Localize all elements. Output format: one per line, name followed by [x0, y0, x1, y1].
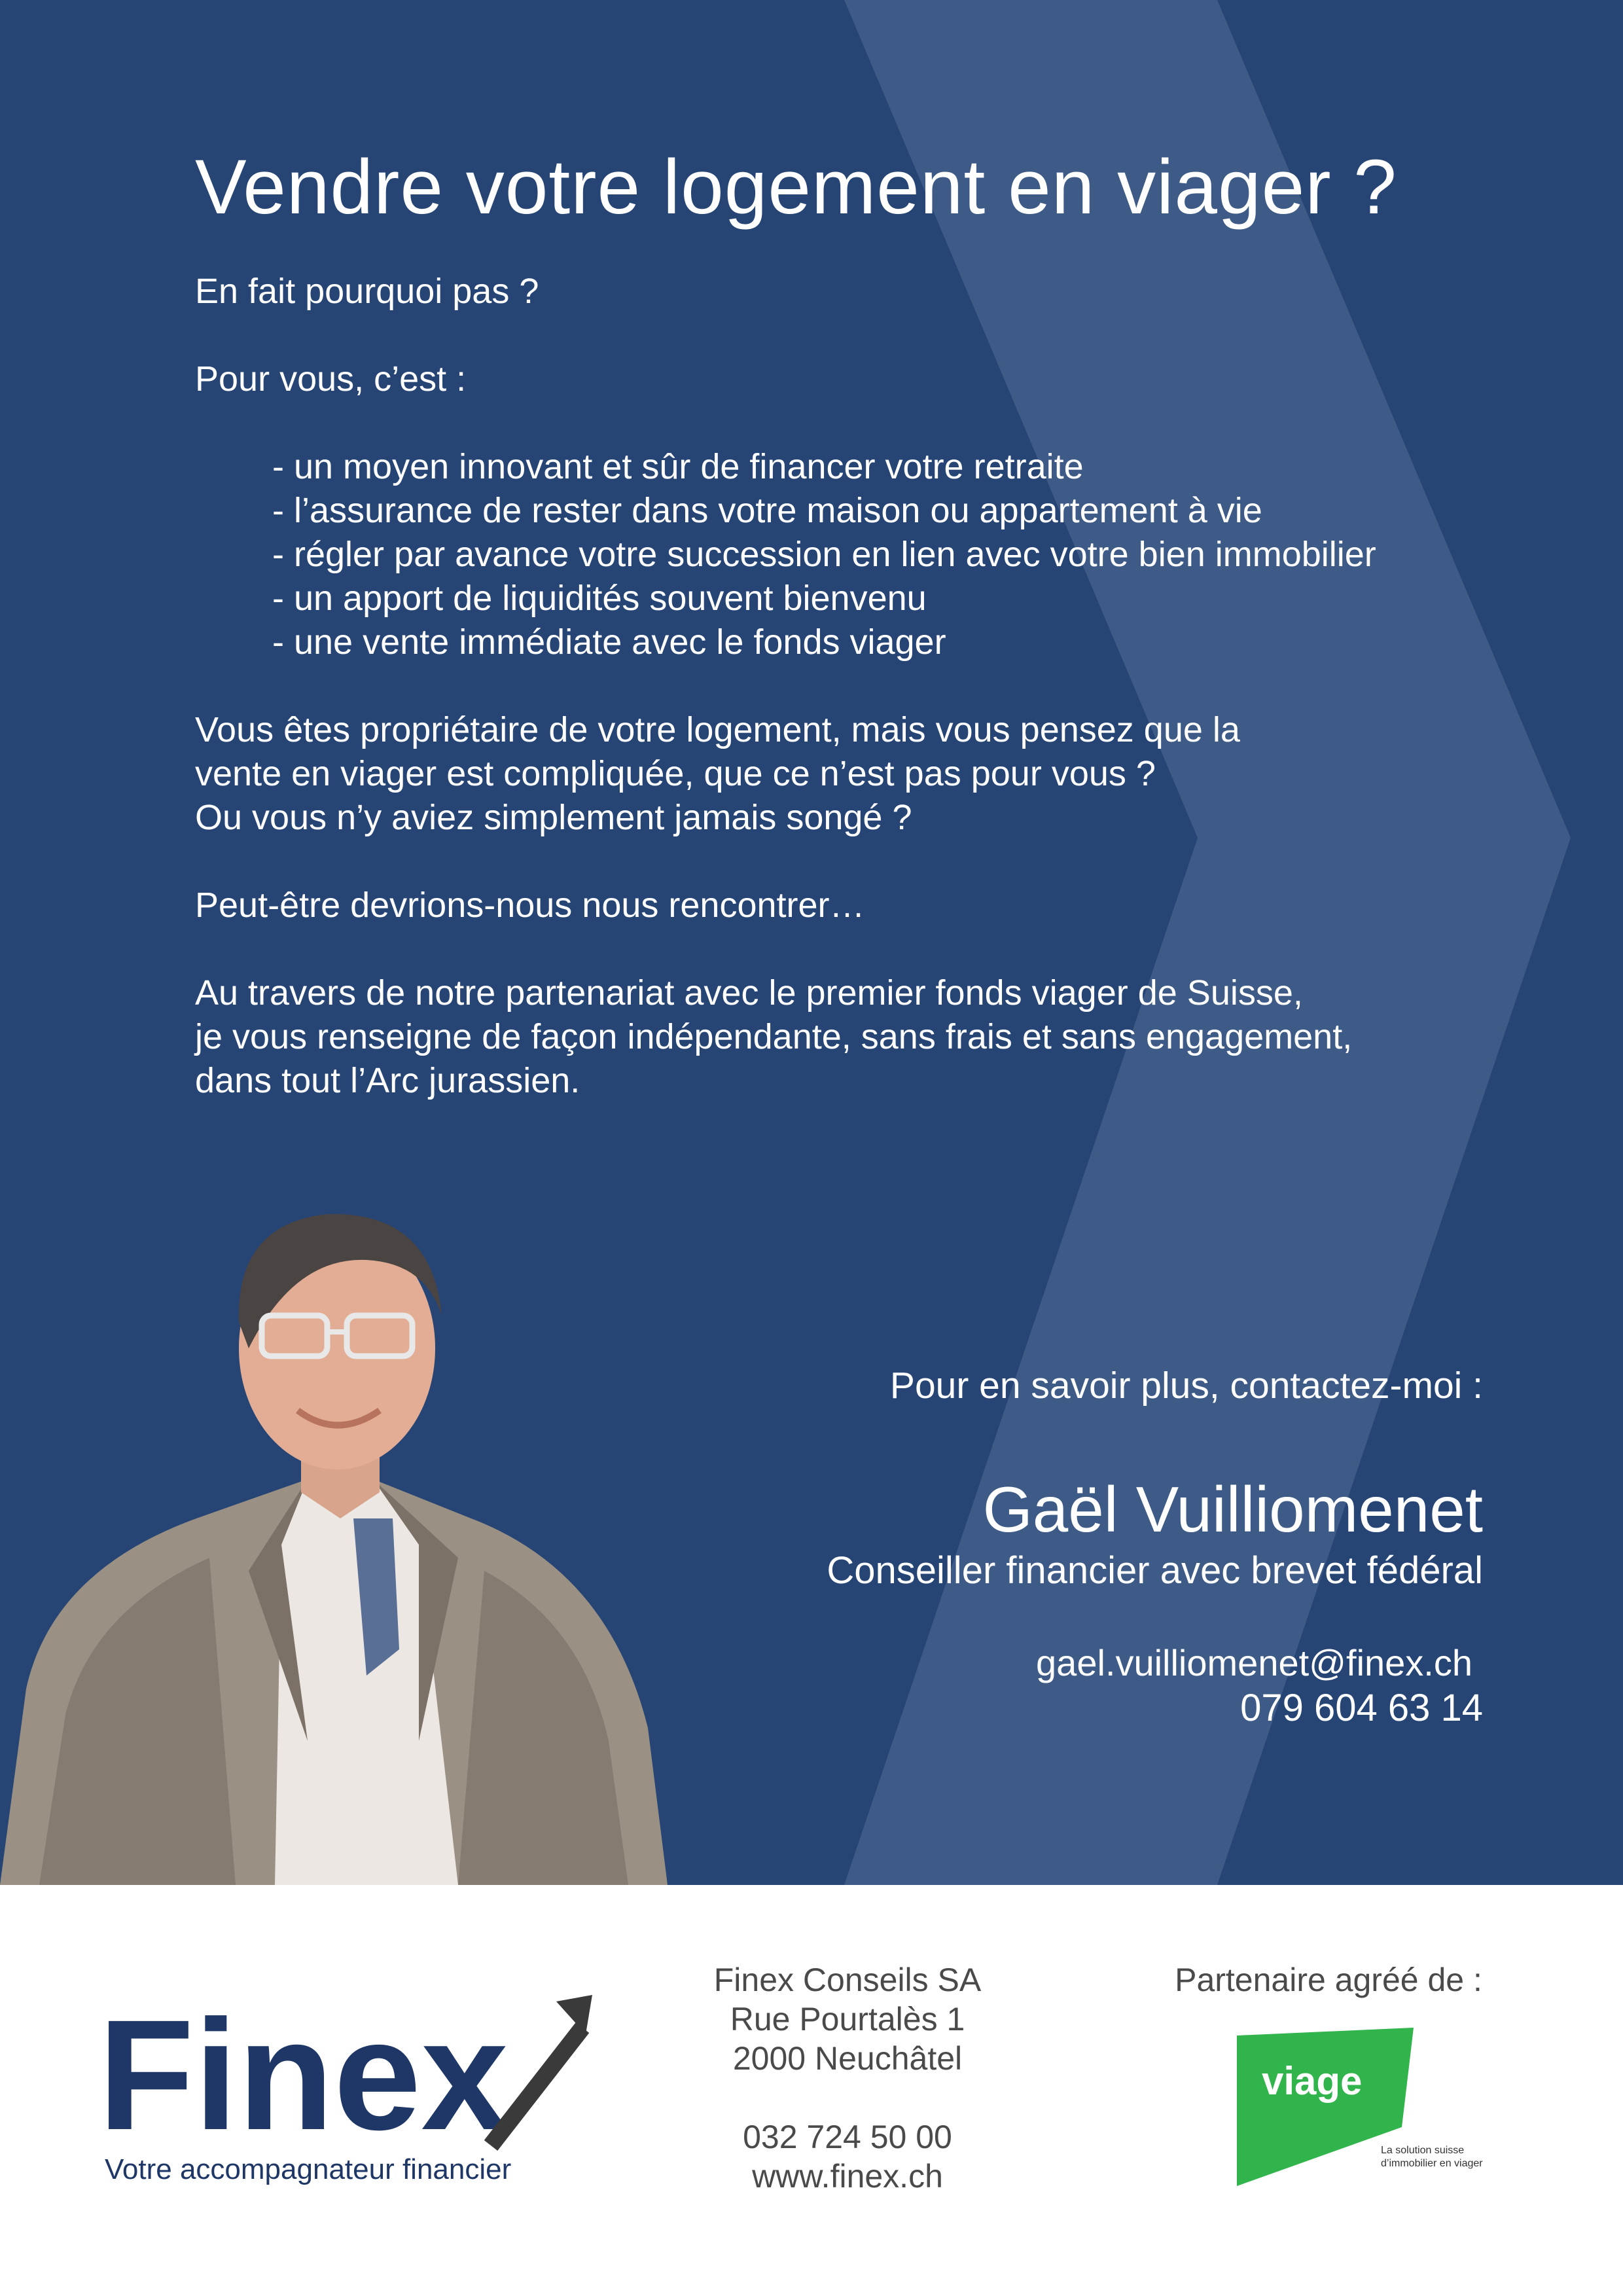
- company-website[interactable]: www.finex.ch: [752, 2158, 943, 2195]
- company-name: Finex Conseils SA: [713, 1962, 982, 1998]
- finex-tagline: Votre accompagnateur financier: [105, 2153, 512, 2185]
- bullet-item: - régler par avance votre succession en lien avec votre bien immobilier: [272, 535, 1376, 574]
- headline: Vendre votre logement en viager ?: [195, 144, 1397, 230]
- advisor-name: Gaël Vuilliomenet: [982, 1473, 1483, 1545]
- advisor-role: Conseiller financier avec brevet fédéral: [827, 1549, 1483, 1592]
- paragraph-line: je vous renseigne de façon indépendante, sans frais et sans engagement,: [195, 1017, 1353, 1056]
- phone-number[interactable]: 079 604 63 14: [1240, 1687, 1483, 1729]
- partner-label: Partenaire agréé de :: [1175, 1962, 1482, 1998]
- bullet-item: - un moyen innovant et sûr de financer votre retraite: [272, 447, 1084, 486]
- email-link[interactable]: gael.vuilliomenet@finex.ch: [1036, 1642, 1472, 1683]
- paragraph-line: Peut-être devrions-nous nous rencontrer…: [195, 886, 865, 925]
- lead-text: Pour vous, c’est :: [195, 359, 467, 399]
- viage-slogan: d’immobilier en viager: [1381, 2158, 1483, 2169]
- company-phone[interactable]: 032 724 50 00: [743, 2119, 952, 2155]
- contact-cta: Pour en savoir plus, contactez-moi :: [889, 1365, 1483, 1407]
- finex-logo: [98, 1982, 596, 2152]
- intro-text: En fait pourquoi pas ?: [195, 272, 539, 311]
- viage-logo: [1230, 2022, 1505, 2193]
- paragraph-line: Ou vous n’y aviez simplement jamais songé ?: [195, 798, 912, 837]
- bullet-item: - une vente immédiate avec le fonds viager: [272, 622, 946, 662]
- viage-logo-text: viage: [1262, 2059, 1363, 2103]
- company-street: Rue Pourtalès 1: [730, 2001, 965, 2037]
- paragraph-line: Vous êtes propriétaire de votre logement, mais vous pensez que la: [195, 710, 1240, 749]
- viage-slogan: La solution suisse: [1381, 2145, 1465, 2156]
- advisor-photo: [0, 1152, 681, 1885]
- paragraph-line: Au travers de notre partenariat avec le premier fonds viager de Suisse,: [195, 973, 1303, 1013]
- paragraph-line: dans tout l’Arc jurassien.: [195, 1061, 580, 1100]
- company-city: 2000 Neuchâtel: [732, 2040, 963, 2077]
- bullet-item: - un apport de liquidités souvent bienvenu: [272, 579, 927, 618]
- finex-logo-text: Finex: [98, 1987, 508, 2152]
- paragraph-line: vente en viager est compliquée, que ce n’est pas pour vous ?: [195, 754, 1156, 793]
- bullet-item: - l’assurance de rester dans votre maison ou appartement à vie: [272, 491, 1262, 530]
